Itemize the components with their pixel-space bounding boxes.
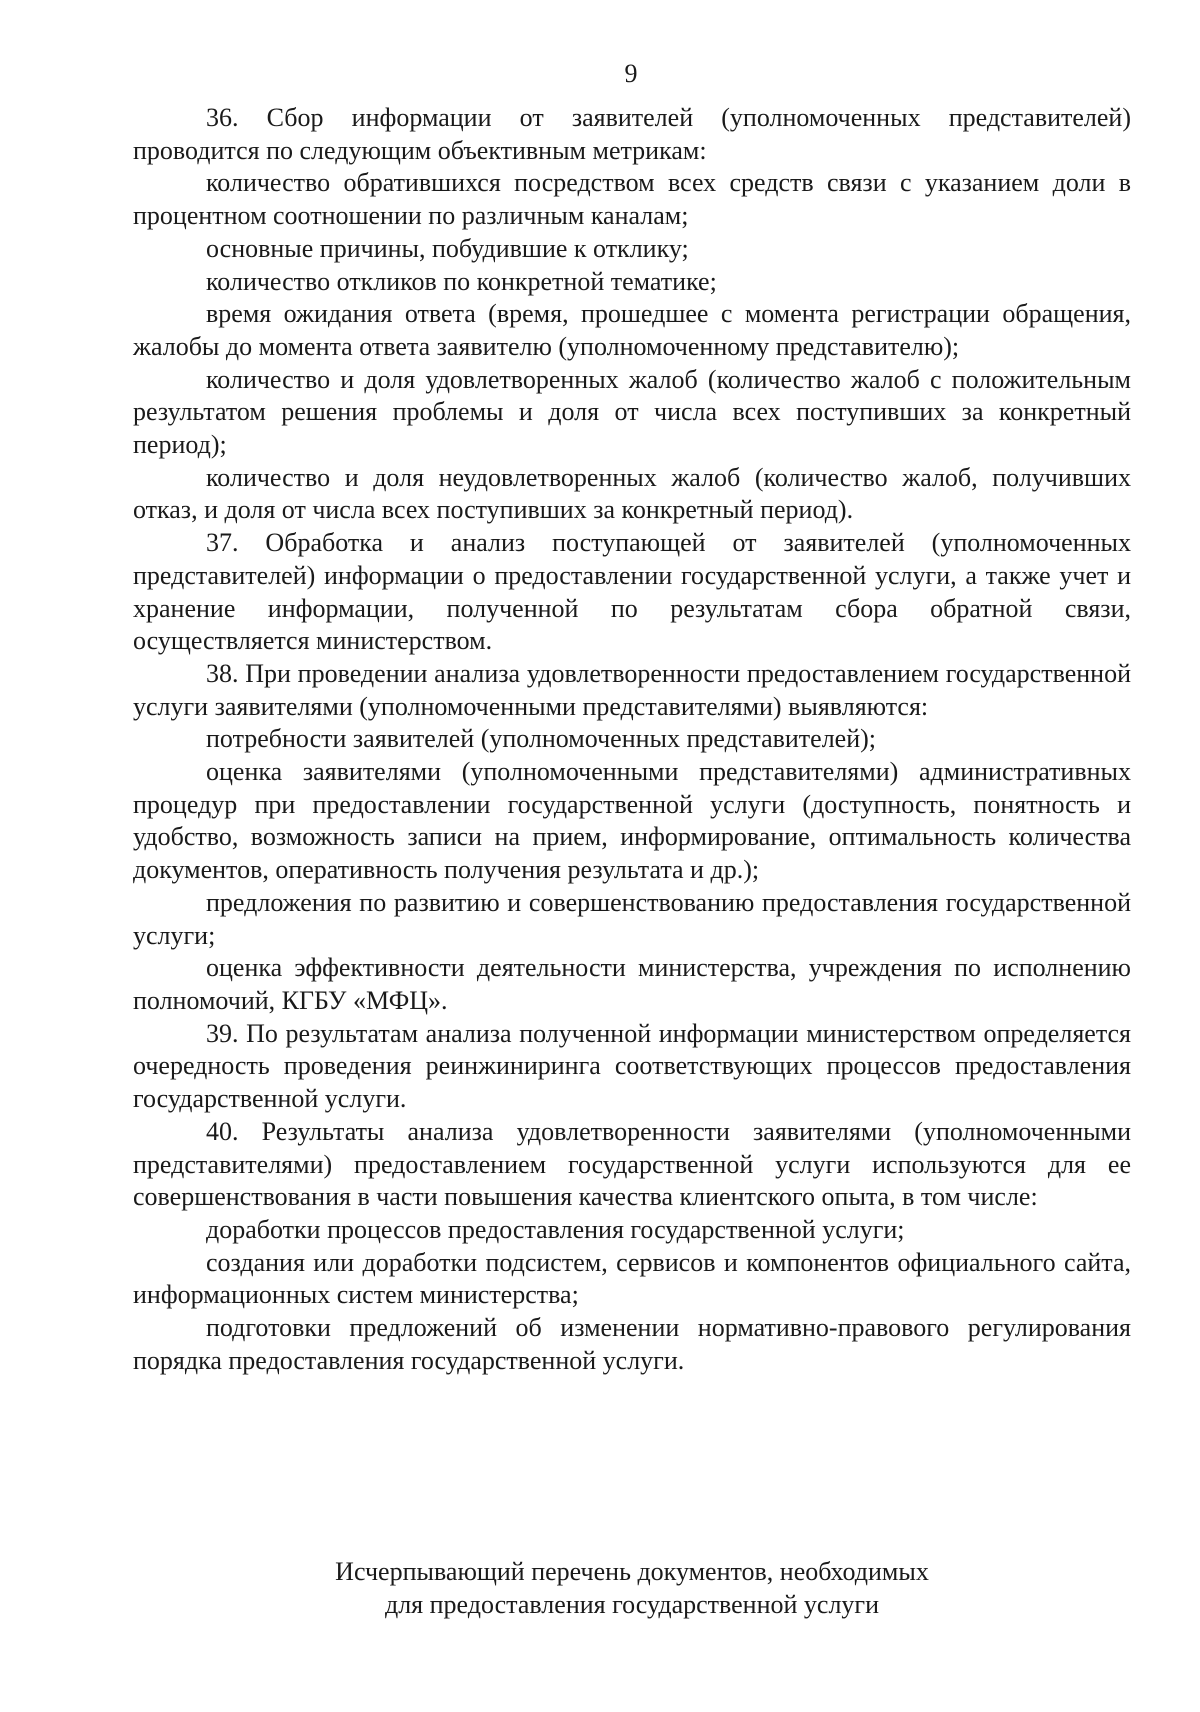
section-heading-line-1: Исчерпывающий перечень документов, необходимых bbox=[335, 1557, 929, 1586]
metric-item: количество обратившихся посредством всех средств связи с указанием доли в процентном соотношении по различным каналам; bbox=[133, 168, 1131, 231]
section-heading-line-2: для предоставления государственной услуги bbox=[384, 1589, 880, 1619]
paragraph-37: 37. Обработка и анализ поступающей от заявителей (уполномоченных представителей) информации о предоставлении государственной услуги, а также учет и хранение информации, полученной по результатам сбора обратной связи, осуществляется министерством. bbox=[133, 528, 1131, 656]
analysis-item: оценка заявителями (уполномоченными представителями) административных процедур при предоставлении государственной услуги (доступность, понятность и удобство, возможность записи на прием, информирование, оптимальность количества документов, оперативность получения результата и др.); bbox=[133, 757, 1131, 885]
analysis-item: потребности заявителей (уполномоченных представителей); bbox=[206, 724, 877, 754]
metric-item: количество откликов по конкретной тематике; bbox=[206, 266, 717, 296]
paragraph-40: 40. Результаты анализа удовлетворенности заявителями (уполномоченными представителями) предоставлением государственной услуги используются для ее совершенствования в части повышения качества клиентского опыта, в том числе: bbox=[133, 1116, 1131, 1212]
metric-item: основные причины, побудившие к отклику; bbox=[206, 233, 689, 263]
metric-item: количество и доля неудовлетворенных жалоб (количество жалоб, получивших отказ, и доля от числа всех поступивших за конкретный период). bbox=[133, 462, 1131, 525]
improvement-item: доработки процессов предоставления государственной услуги; bbox=[206, 1214, 905, 1244]
metric-item: время ожидания ответа (время, прошедшее с момента регистрации обращения, жалобы до момента ответа заявителю (уполномоченному представителю); bbox=[133, 299, 1131, 361]
metric-item: количество и доля удовлетворенных жалоб (количество жалоб с положительным результатом решения проблемы и доля от числа всех поступивших за конкретный период); bbox=[133, 364, 1131, 460]
page-number: 9 bbox=[624, 59, 638, 88]
paragraph-39: 39. По результатам анализа полученной информации министерством определяется очередность проведения реинжиниринга соответствующих процессов предоставления государственной услуги. bbox=[133, 1018, 1131, 1114]
analysis-item: предложения по развитию и совершенствованию предоставления государственной услуги; bbox=[133, 887, 1131, 950]
section-heading bbox=[133, 1556, 1131, 1621]
document-body bbox=[133, 102, 1131, 1377]
paragraph-38: 38. При проведении анализа удовлетворенности предоставлением государственной услуги заявителями (уполномоченными представителями) выявляются: bbox=[133, 658, 1131, 721]
improvement-item: подготовки предложений об изменении нормативно-правового регулирования порядка предоставления государственной услуги. bbox=[133, 1313, 1131, 1375]
paragraph-36: 36. Сбор информации от заявителей (уполномоченных представителей) проводится по следующим объективным метрикам: bbox=[133, 103, 1131, 165]
analysis-item: оценка эффективности деятельности министерства, учреждения по исполнению полномочий, КГБУ «МФЦ». bbox=[133, 953, 1131, 1015]
improvement-item: создания или доработки подсистем, сервисов и компонентов официального сайта, информационных систем министерства; bbox=[133, 1247, 1131, 1310]
